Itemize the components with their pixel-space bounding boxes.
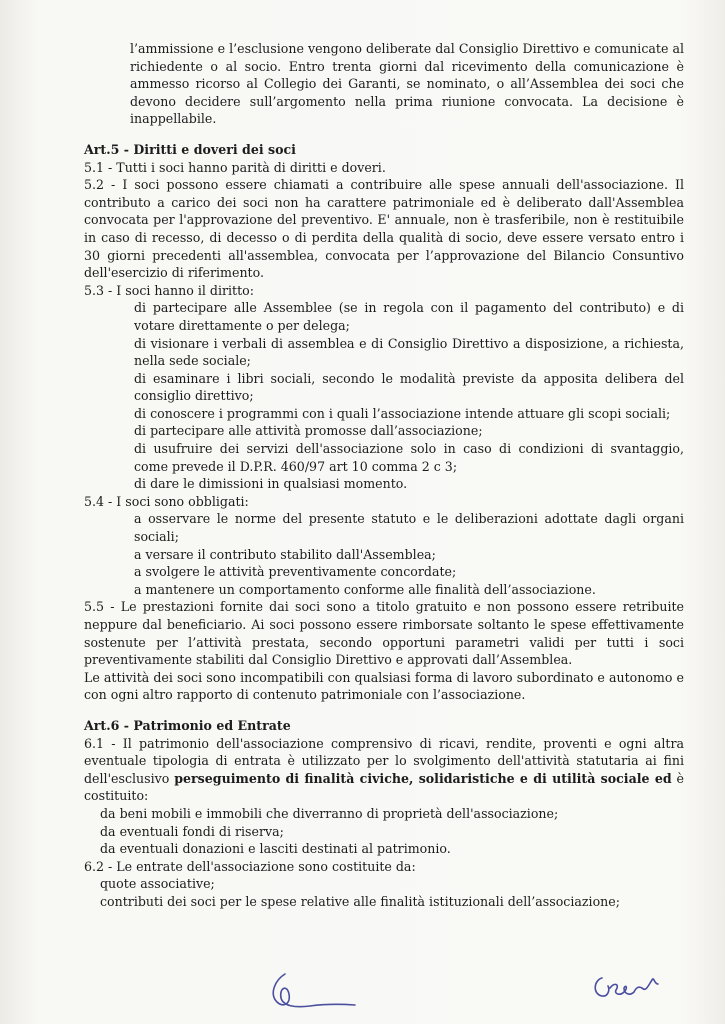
art6-1 xyxy=(84,735,684,805)
art5-4-item: a mantenere un comportamento conforme alle finalità dell’associazione. xyxy=(134,581,596,597)
art5-4-intro: 5.4 - I soci sono obbligati: xyxy=(84,493,249,509)
art5-6: Le attività dei soci sono incompatibili con qualsiasi forma di lavoro subordinato e autonomo e con ogni altro rapporto di contenuto patrimoniale con l’associazione. xyxy=(84,669,684,703)
art5-4-item: a versare il contributo stabilito dall'Assemblea; xyxy=(134,546,436,562)
art6-2-item: contributi dei soci per le spese relative alle finalità istituzionali dell’associazione; xyxy=(100,893,620,909)
art6-1-item: da eventuali fondi di riserva; xyxy=(100,823,284,839)
art6-1-text-a: 6.1 - Il patrimonio dell'associazione comprensivo di ricavi, rendite, proventi e ogni altra eventuale tipologia di entrata è utilizzato per lo svolgimento dell'attività statutaria ai fini dell'esclusivo xyxy=(84,735,684,786)
art5-3-item: di visionare i verbali di assemblea e di Consiglio Direttivo a disposizione, a richiesta, nella sede sociale; xyxy=(134,335,684,369)
art5-4-item: a svolgere le attività preventivamente concordate; xyxy=(134,564,457,580)
art5-3-item: di conoscere i programmi con i quali l’associazione intende attuare gli scopi sociali; xyxy=(134,405,671,421)
art5-5: 5.5 - Le prestazioni fornite dai soci sono a titolo gratuito e non possono essere retribuite neppure dal beneficiario. Ai soci possono essere rimborsate soltanto le spese effettivamente sostenute per l’attività prestata, secondo opportuni parametri validi per tutti i soci preventivamente stabiliti dal Consiglio Direttivo e approvati dall’Assemblea. xyxy=(84,599,684,668)
art6-2-item: quote associative; xyxy=(100,876,215,892)
art6-1-text-b: è costituito: xyxy=(84,770,684,804)
art5-3-item: di partecipare alle Assemblee (se in regola con il pagamento del contributo) e di votare direttamente o per delega; xyxy=(134,300,684,333)
art6-1-item: da beni mobili e immobili che diverranno di proprietà dell'associazione; xyxy=(100,805,559,821)
art6-2-intro: 6.2 - Le entrate dell'associazione sono costituite da: xyxy=(84,858,416,874)
art5-3-item: di usufruire dei servizi dell'associazione solo in caso di condizioni di svantaggio, come prevede il D.P.R. 460/97 art 10 comma 2 c 3; xyxy=(134,441,684,474)
statute-text xyxy=(84,40,684,911)
art5-4-item: a osservare le norme del presente statuto e le deliberazioni adottate dagli organi sociali; xyxy=(134,511,684,545)
art6-1-item: da eventuali donazioni e lasciti destinati al patrimonio. xyxy=(100,841,451,857)
art5-3-intro: 5.3 - I soci hanno il diritto: xyxy=(84,282,254,298)
art6-1-bold: perseguimento di finalità civiche, solidaristiche e di utilità sociale ed xyxy=(174,770,672,786)
art5-3-item: di partecipare alle attività promosse dall’associazione; xyxy=(134,423,483,439)
art5-3-item: di dare le dimissioni in qualsiasi momento. xyxy=(134,476,408,492)
art5-1: 5.1 - Tutti i soci hanno parità di diritti e doveri. xyxy=(84,159,386,175)
signature-left xyxy=(255,966,365,1016)
art5-3-item: di esaminare i libri sociali, secondo le modalità previste da apposita delibera del consiglio direttivo; xyxy=(134,370,684,404)
intro-paragraph: l’ammissione e l’esclusione vengono deliberate dal Consiglio Direttivo e comunicate al richiedente o al socio. Entro trenta giorni dal ricevimento della comunicazione è ammesso ricorso al Collegio dei Garanti, se nominato, o all’Assemblea dei soci che devono decidere sull’argomento nella prima riunione convocata. La decisione è inappellabile. xyxy=(130,41,684,127)
art5-2: 5.2 - I soci possono essere chiamati a contribuire alle spese annuali dell'associazione. Il contributo a carico dei soci non ha carattere patrimoniale ed è deliberato dall'Assemblea convocata per l'approvazione del preventivo. E' annuale, non è trasferibile, non è restituibile in caso di recesso, di decesso o di perdita della qualità di socio, deve essere versato entro i 30 giorni precedenti all'assemblea, convocata per l’approvazione del Bilancio Consuntivo dell'esercizio di riferimento. xyxy=(84,177,684,281)
art5-heading: Art.5 - Diritti e doveri dei soci xyxy=(84,141,296,157)
art6-heading: Art.6 - Patrimonio ed Entrate xyxy=(84,717,291,733)
signature-right xyxy=(588,958,668,1008)
